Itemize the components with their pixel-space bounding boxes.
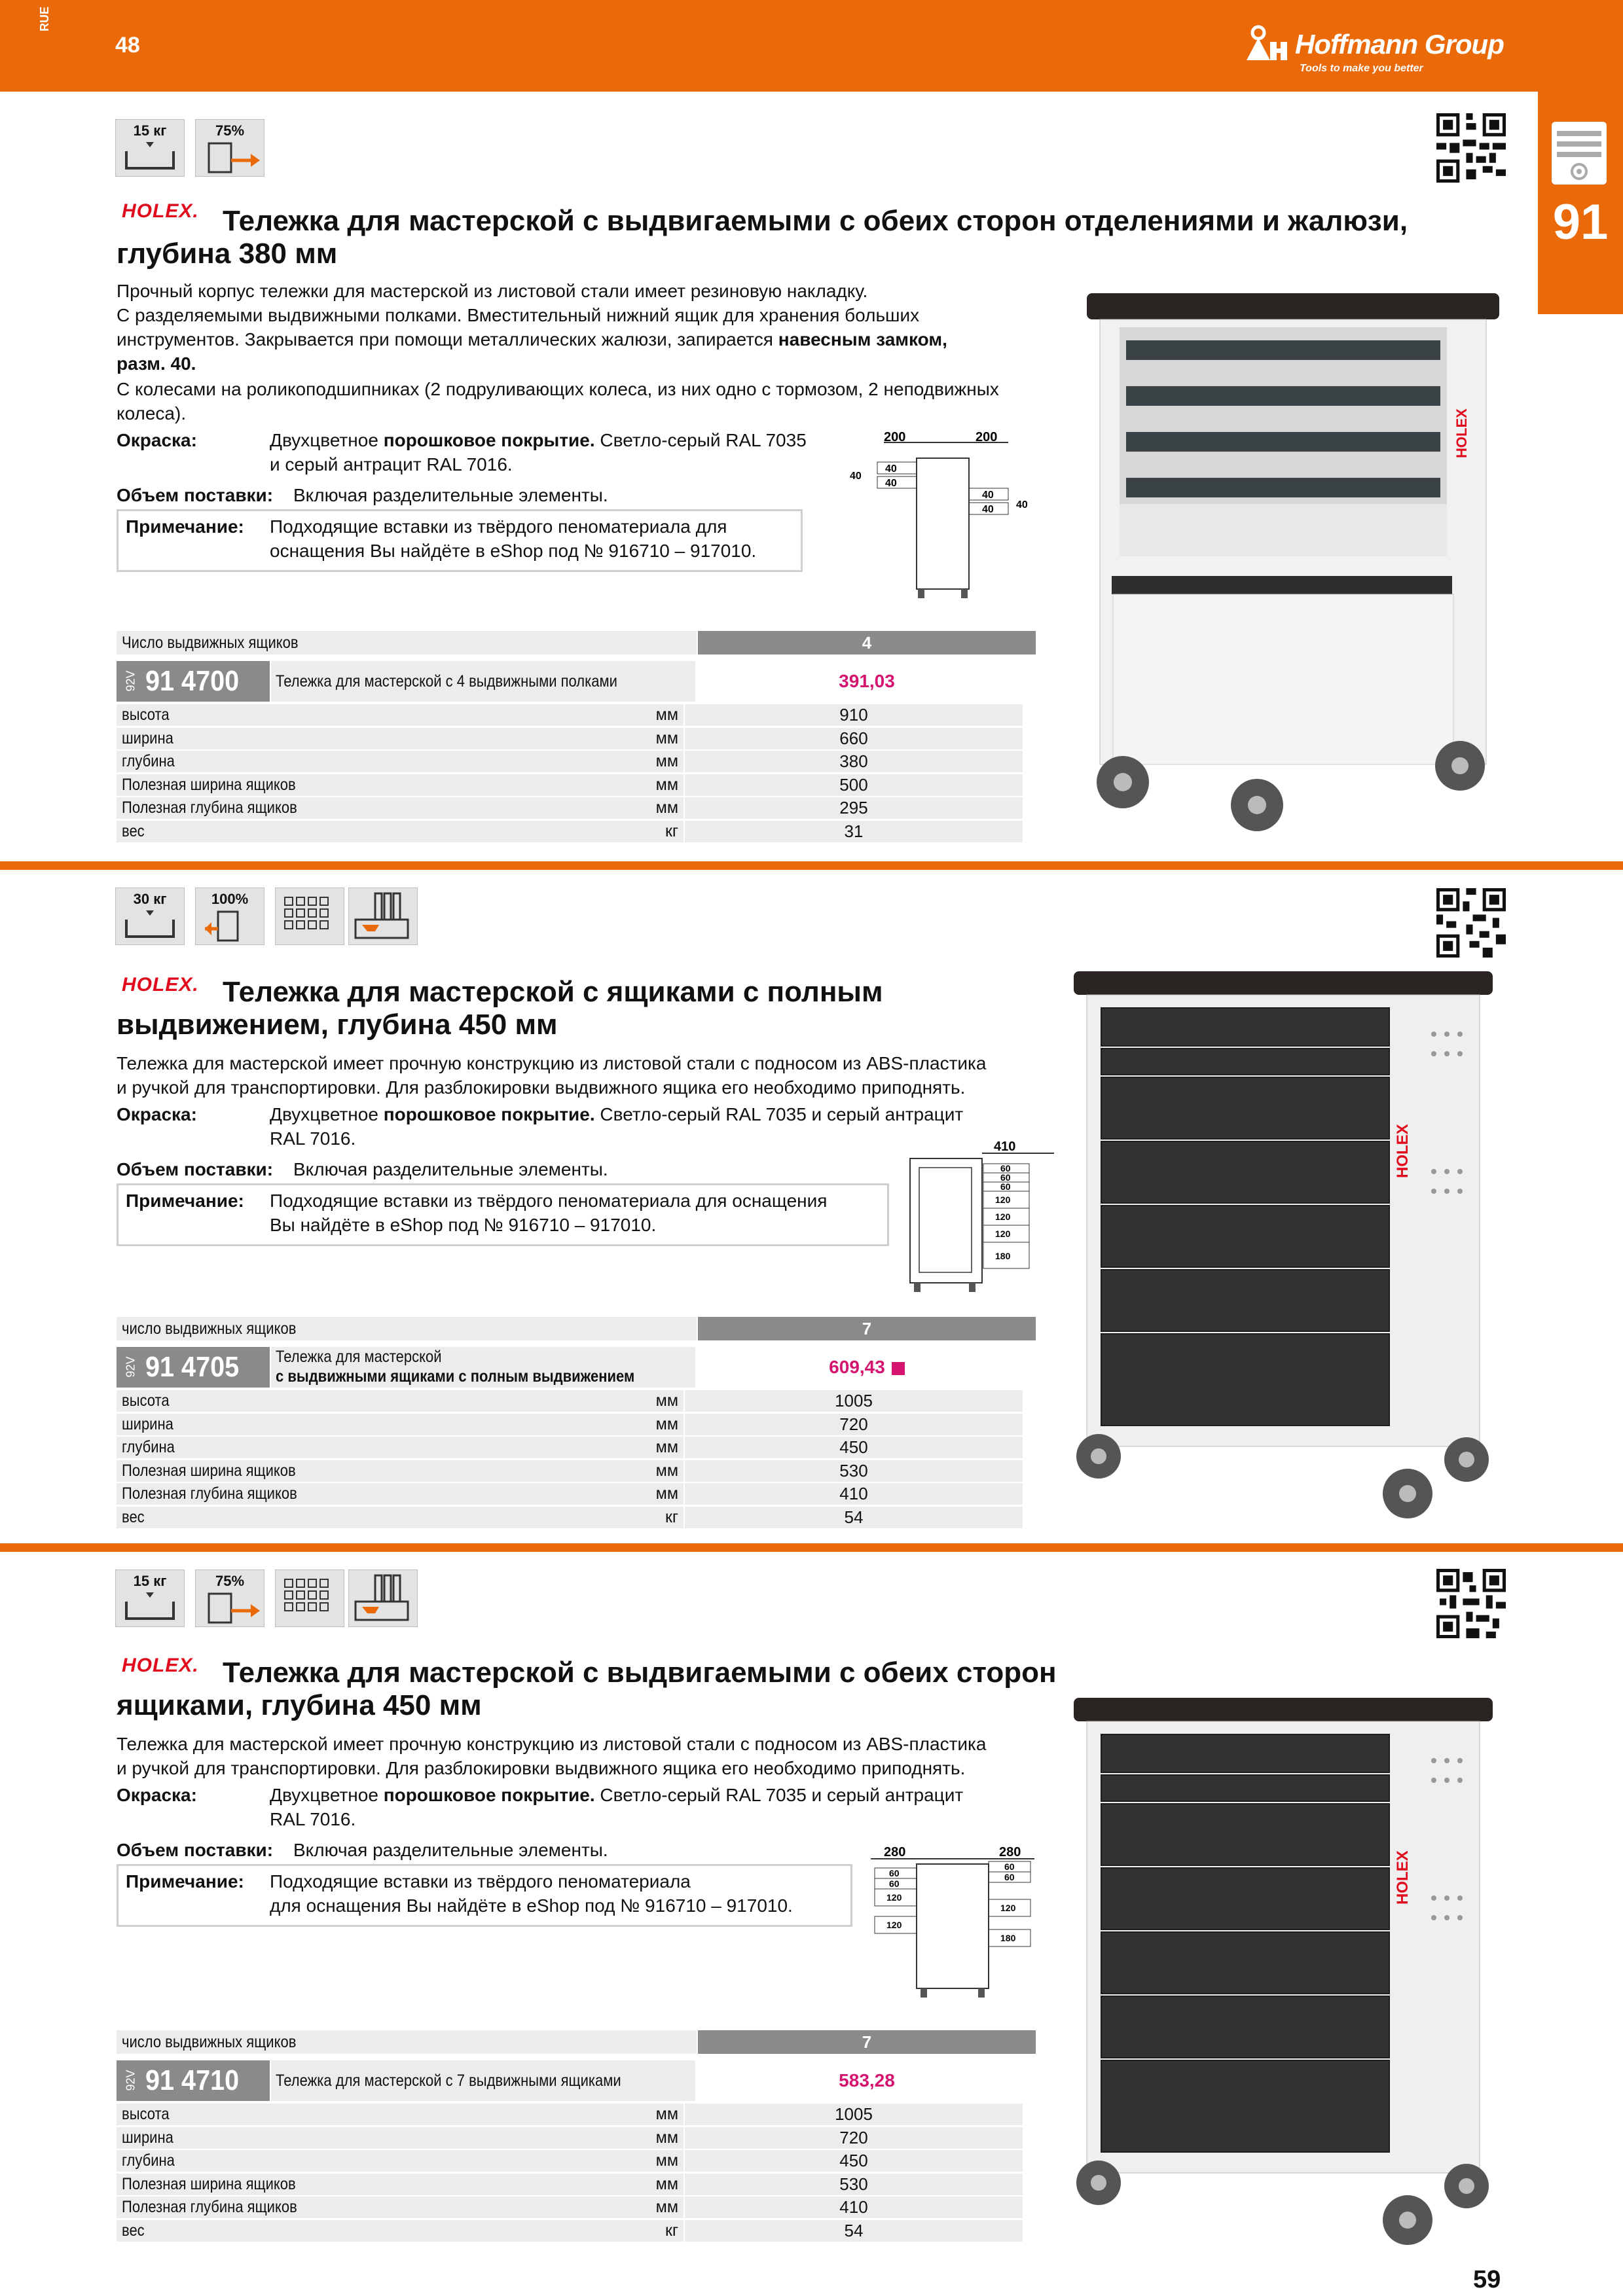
spec-unit: мм — [655, 728, 678, 747]
product-photo-trolley-drawers — [1067, 956, 1506, 1532]
product-title-line1: Тележка для мастерской с выдвигаемыми с обеих сторон — [223, 1657, 1057, 1689]
spec-value: 380 — [839, 751, 868, 771]
spec-unit: мм — [655, 1484, 678, 1503]
note-line: для оснащения Вы найдёте в eShop под № 916710 – 917010. — [270, 1895, 793, 1916]
table-header-col: 7 — [698, 2030, 1036, 2054]
article-prefix: 92V — [124, 2070, 137, 2091]
svg-text:60: 60 — [1000, 1181, 1011, 1192]
svg-text:280: 280 — [999, 1845, 1021, 1859]
spec-name: вес — [122, 821, 145, 840]
spec-unit: мм — [655, 752, 678, 770]
spec-unit: мм — [655, 1414, 678, 1433]
spec-name: глубина — [122, 752, 175, 770]
description-line: и ручкой для транспортировки. Для разблокировки выдвижного ящика его необходимо приподнять. — [117, 1077, 966, 1098]
table-header-label: Число выдвижных ящиков — [122, 634, 299, 652]
product-title-line2: ящиками, глубина 450 мм — [117, 1689, 482, 1721]
spec-value: 295 — [839, 798, 868, 817]
supply-value: Включая разделительные элементы. — [293, 1159, 608, 1179]
spec-name: высота — [122, 706, 170, 724]
spec-unit: мм — [655, 2128, 678, 2147]
svg-text:40: 40 — [982, 490, 994, 501]
table-header-label: число выдвижных ящиков — [122, 1319, 297, 1338]
brand-name: Hoffmann Group — [1295, 29, 1504, 60]
insert-grid-icon — [275, 1570, 344, 1627]
note-label: Примечание: — [126, 1191, 244, 1211]
tool-insert-icon — [348, 888, 418, 945]
spec-value: 720 — [839, 1414, 868, 1434]
description-line: инструментов. Закрывается при помощи металлических жалюзи, запирается навесным замком, — [117, 329, 947, 350]
qr-code-icon — [1436, 1568, 1506, 1639]
paint-value-line2: RAL 7016. — [270, 1128, 356, 1149]
svg-text:HOLEX: HOLEX — [1394, 1124, 1412, 1178]
article-description: Тележка для мастерской с 4 выдвижными полками — [271, 661, 695, 702]
spec-value: 530 — [839, 1460, 868, 1480]
spec-name: ширина — [122, 728, 173, 747]
svg-text:60: 60 — [1000, 1172, 1011, 1183]
tool-insert-icon — [348, 1570, 418, 1627]
spec-value: 530 — [839, 2174, 868, 2194]
spec-name: вес — [122, 2221, 145, 2240]
article-number: 91 4705 — [145, 1351, 240, 1383]
spec-unit: кг — [665, 2221, 678, 2240]
svg-text:60: 60 — [1004, 1872, 1015, 1882]
note-label: Примечание: — [126, 516, 244, 537]
spec-name: вес — [122, 1507, 145, 1526]
article-description: Тележка для мастерской с выдвижными ящиками с полным выдвижением — [271, 1347, 695, 1388]
svg-text:40: 40 — [885, 478, 897, 489]
brand-tagline: Tools to make you better — [1300, 63, 1423, 74]
table-row — [117, 1460, 1023, 1483]
paint-value-line2: и серый антрацит RAL 7016. — [270, 454, 513, 475]
description-line: и ручкой для транспортировки. Для разблокировки выдвижного ящика его необходимо приподнять. — [117, 1758, 966, 1778]
load-capacity-icon: 15 кг — [115, 1570, 185, 1627]
article-prefix: 92V — [124, 1356, 137, 1378]
spec-unit: мм — [655, 2198, 678, 2216]
svg-text:120: 120 — [886, 1892, 902, 1903]
spec-unit: мм — [655, 2151, 678, 2170]
spec-value: 450 — [839, 2151, 868, 2170]
extension-icon: 75% — [195, 119, 264, 177]
spec-unit: мм — [655, 706, 678, 724]
svg-text:180: 180 — [1000, 1933, 1016, 1943]
table-row — [117, 1437, 1023, 1460]
new-product-marker — [892, 1362, 905, 1375]
table-row — [117, 2150, 1023, 2173]
spec-unit: мм — [655, 775, 678, 794]
spec-unit: мм — [655, 2174, 678, 2193]
load-capacity-icon: 15 кг — [115, 119, 185, 177]
spec-unit: мм — [655, 2105, 678, 2123]
table-row — [117, 774, 1023, 797]
paint-label: Окраска: — [117, 1785, 197, 1805]
table-row — [117, 797, 1023, 820]
table-row — [117, 2197, 1023, 2219]
table-row — [117, 2220, 1023, 2243]
table-row — [117, 821, 1023, 844]
paint-value: Двухцветное порошковое покрытие. Светло-серый RAL 7035 и серый антрацит — [270, 1104, 964, 1124]
description-line: Тележка для мастерской имеет прочную конструкцию из листовой стали с подносом из ABS-пластика — [117, 1053, 987, 1073]
svg-text:120: 120 — [995, 1211, 1011, 1222]
svg-text:40: 40 — [982, 504, 994, 515]
article-prefix: 92V — [124, 670, 137, 692]
spec-unit: мм — [655, 798, 678, 817]
holex-brand: HOLEX. — [122, 200, 199, 222]
table-row — [117, 2174, 1023, 2197]
spec-name: Полезная ширина ящиков — [122, 775, 296, 794]
supply-label: Объем поставки: — [117, 1840, 274, 1860]
spec-name: ширина — [122, 1414, 173, 1433]
product-title-line2: глубина 380 мм — [117, 238, 338, 270]
holex-brand: HOLEX. — [122, 974, 199, 996]
spec-name: глубина — [122, 2151, 175, 2170]
page-header — [0, 0, 1623, 92]
product-title-line1: Тележка для мастерской с выдвигаемыми с обеих сторон отделениями и жалюзи, — [223, 205, 1408, 237]
article-price: 609,43 — [698, 1347, 1036, 1388]
spec-name: Полезная ширина ящиков — [122, 2174, 296, 2193]
dimension-sketch — [871, 1844, 1048, 2015]
description-line: разм. 40. — [117, 353, 196, 374]
trolley-icon — [1552, 122, 1607, 185]
spec-unit: мм — [655, 1391, 678, 1410]
load-capacity-icon: 30 кг — [115, 888, 185, 945]
table-row — [117, 1414, 1023, 1437]
hoffmann-logo-icon — [1244, 25, 1294, 62]
table-row — [117, 728, 1023, 751]
table-row — [117, 1390, 1023, 1413]
svg-text:40: 40 — [885, 463, 897, 475]
page-number-left: 48 — [115, 33, 140, 58]
spec-value: 720 — [839, 2127, 868, 2147]
spec-unit: кг — [665, 821, 678, 840]
spec-value: 31 — [844, 821, 864, 841]
product-title-line1: Тележка для мастерской с ящиками с полным — [223, 976, 883, 1008]
svg-text:280: 280 — [884, 1845, 906, 1859]
supply-label: Объем поставки: — [117, 1159, 274, 1179]
description-line: Тележка для мастерской имеет прочную конструкцию из листовой стали с подносом из ABS-пластика — [117, 1734, 987, 1754]
supply-value: Включая разделительные элементы. — [293, 485, 608, 505]
svg-text:200: 200 — [884, 432, 906, 444]
table-row — [117, 751, 1023, 774]
spec-value: 910 — [839, 705, 868, 725]
table-row — [117, 2104, 1023, 2126]
svg-text:60: 60 — [889, 1868, 900, 1878]
qr-code-icon — [1436, 113, 1506, 183]
description-line: колеса). — [117, 403, 187, 423]
supply-value: Включая разделительные элементы. — [293, 1840, 608, 1860]
spec-value: 1005 — [835, 1391, 873, 1410]
section-separator — [0, 861, 1623, 870]
table-header-label: число выдвижных ящиков — [122, 2033, 297, 2051]
full-extension-icon: 100% — [195, 888, 264, 945]
svg-text:HOLEX: HOLEX — [1453, 408, 1470, 458]
spec-name: высота — [122, 1391, 170, 1410]
spec-name: Полезная глубина ящиков — [122, 1484, 297, 1503]
dimension-sketch — [903, 1139, 1061, 1309]
svg-text:40: 40 — [850, 471, 862, 482]
product-photo-trolley-shutter — [1080, 281, 1506, 844]
note-line: Подходящие вставки из твёрдого пеноматериала для — [270, 516, 727, 537]
table-row — [117, 2127, 1023, 2150]
spec-unit: мм — [655, 1461, 678, 1480]
spec-unit: мм — [655, 1438, 678, 1456]
supply-label: Объем поставки: — [117, 485, 274, 505]
table-row — [117, 704, 1023, 727]
paint-label: Окраска: — [117, 430, 197, 450]
spec-name: высота — [122, 2105, 170, 2123]
spec-value: 500 — [839, 774, 868, 795]
note-line: Вы найдёте в eShop под № 916710 – 917010. — [270, 1215, 657, 1235]
section-separator — [0, 1543, 1623, 1552]
note-line: оснащения Вы найдёте в eShop под № 916710 – 917010. — [270, 541, 757, 561]
spec-name: ширина — [122, 2128, 173, 2147]
spec-value: 660 — [839, 728, 868, 748]
svg-text:60: 60 — [1000, 1163, 1011, 1174]
holex-brand: HOLEX. — [122, 1655, 199, 1676]
svg-text:120: 120 — [995, 1229, 1011, 1239]
svg-text:180: 180 — [995, 1251, 1011, 1261]
article-number: 91 4710 — [145, 2064, 240, 2096]
description-line: Прочный корпус тележки для мастерской из листовой стали имеет резиновую накладку. — [117, 281, 868, 301]
svg-text:120: 120 — [1000, 1903, 1016, 1913]
svg-text:120: 120 — [995, 1194, 1011, 1205]
insert-grid-icon — [275, 888, 344, 945]
note-line: Подходящие вставки из твёрдого пеноматериала — [270, 1871, 691, 1892]
spec-value: 410 — [839, 2197, 868, 2217]
table-header-col: 7 — [698, 1317, 1036, 1340]
dimension-sketch — [845, 432, 1041, 615]
paint-label: Окраска: — [117, 1104, 197, 1124]
svg-text:60: 60 — [889, 1878, 900, 1889]
article-price: 583,28 — [839, 2070, 895, 2090]
spec-name: глубина — [122, 1438, 175, 1456]
note-line: Подходящие вставки из твёрдого пеноматериала для оснащения — [270, 1191, 828, 1211]
svg-text:410: 410 — [994, 1139, 1016, 1154]
paint-value-line2: RAL 7016. — [270, 1809, 356, 1829]
paint-value: Двухцветное порошковое покрытие. Светло-серый RAL 7035 и серый антрацит — [270, 1785, 964, 1805]
spec-value: 54 — [844, 1507, 864, 1527]
spec-value: 410 — [839, 1484, 868, 1503]
spec-name: Полезная глубина ящиков — [122, 2198, 297, 2216]
article-price: 391,03 — [839, 671, 895, 691]
language-code: RUE — [38, 6, 51, 31]
spec-value: 450 — [839, 1437, 868, 1457]
product-title-line2: выдвижением, глубина 450 мм — [117, 1009, 558, 1041]
svg-text:120: 120 — [886, 1920, 902, 1930]
table-header-col: 4 — [698, 631, 1036, 655]
page-number-right: 59 — [1473, 2266, 1501, 2293]
spec-unit: кг — [665, 1507, 678, 1526]
qr-code-icon — [1436, 888, 1506, 958]
svg-text:40: 40 — [1016, 499, 1028, 511]
product-photo-trolley-drawers — [1067, 1682, 1506, 2258]
note-label: Примечание: — [126, 1871, 244, 1892]
article-description: Тележка для мастерской с 7 выдвижными ящиками — [271, 2060, 695, 2101]
description-line: С колесами на роликоподшипниках (2 подруливающих колеса, из них одно с тормозом, 2 неподвижных — [117, 379, 999, 399]
spec-value: 1005 — [835, 2104, 873, 2124]
chapter-number: 91 — [1552, 194, 1609, 250]
svg-text:60: 60 — [1004, 1861, 1015, 1872]
svg-text:200: 200 — [976, 432, 998, 444]
article-number: 91 4700 — [145, 665, 240, 697]
svg-text:HOLEX: HOLEX — [1394, 1850, 1412, 1905]
table-row — [117, 1507, 1023, 1530]
table-row — [117, 1483, 1023, 1506]
spec-value: 54 — [844, 2220, 864, 2240]
spec-name: Полезная глубина ящиков — [122, 798, 297, 817]
description-line: С разделяемыми выдвижными полками. Вместительный нижний ящик для хранения больших — [117, 305, 920, 325]
extension-icon: 75% — [195, 1570, 264, 1627]
spec-name: Полезная ширина ящиков — [122, 1461, 296, 1480]
paint-value: Двухцветное порошковое покрытие. Светло-серый RAL 7035 — [270, 430, 807, 450]
